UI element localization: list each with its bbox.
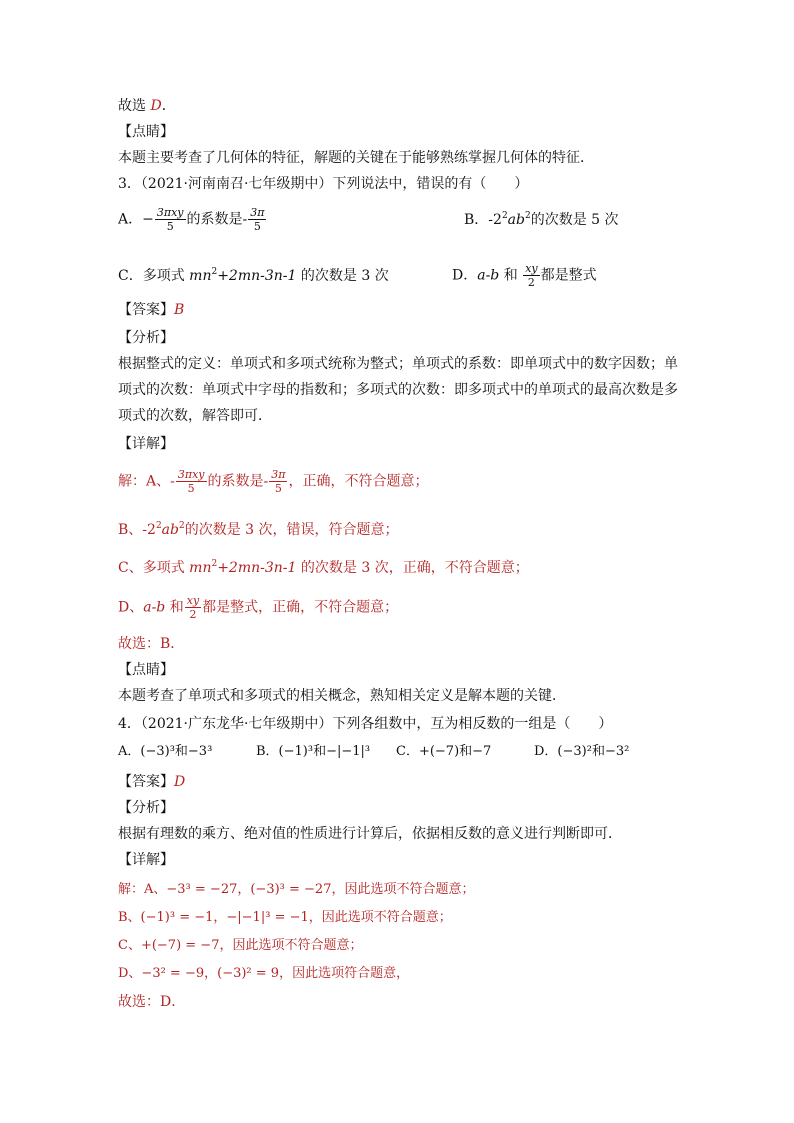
- detail-text: 的系数是-: [207, 473, 269, 490]
- fraction: [176, 468, 207, 495]
- q3-dianjing-text: 本题考查了单项式和多项式的相关概念，熟知相关定义是解本题的关键．: [118, 688, 566, 704]
- expression: mn: [189, 268, 212, 284]
- prev-dianjing-text: 本题主要考查了几何体的特征，解题的关键在于能够熟练掌握几何体的特征．: [118, 150, 594, 166]
- fraction-denominator: 5: [166, 220, 174, 233]
- exponent: 2: [524, 211, 531, 221]
- answer-header: 【答案】: [118, 302, 174, 318]
- q3-detail-a: [118, 468, 428, 495]
- q3-detail-header: 【详解】: [118, 436, 174, 452]
- fraction: [185, 594, 201, 621]
- prev-dianjing-header: 【点睛】: [118, 124, 174, 140]
- option-text: 和: [499, 267, 523, 284]
- fraction: [269, 468, 287, 495]
- fraction-denominator: 5: [187, 482, 195, 495]
- option-label: B．: [464, 212, 489, 228]
- minus-sign: −: [142, 211, 154, 228]
- answer-prefix: 故选: [118, 98, 151, 114]
- q4-choose: 故选：D．: [118, 994, 186, 1010]
- q4-detail-c: C、+(−7) = −7，因此选项不符合题意；: [118, 938, 363, 953]
- exponent: 2: [155, 521, 162, 531]
- q4-answer-line: [118, 772, 185, 792]
- q4-option-b: B．(−1)³和−|−1|³: [256, 744, 371, 759]
- expression: mn: [189, 560, 212, 576]
- fraction-numerator: 3πxy: [177, 468, 205, 481]
- prev-answer-line: [118, 96, 176, 116]
- detail-text: 和: [165, 599, 184, 616]
- expression: +2mn-3n-1: [217, 560, 297, 576]
- q3-detail-b: [118, 516, 399, 540]
- q3-dianjing-header: 【点睛】: [118, 662, 174, 678]
- detail-text: 的次数是 3 次，正确，不符合题意；: [296, 560, 529, 576]
- answer-header: 【答案】: [118, 774, 174, 790]
- answer-letter: D: [174, 774, 186, 790]
- fraction: [248, 206, 266, 233]
- exponent: 2: [178, 521, 185, 531]
- option-text: 的系数是-: [186, 211, 248, 228]
- fraction-denominator: 2: [189, 608, 197, 621]
- q3-analysis-line-2: 项式的次数：单项式中字母的指数和；多项式的次数：即多项式中的单项式的最高次数是多: [118, 382, 678, 398]
- option-text: 都是整式: [540, 267, 597, 284]
- answer-letter: D: [150, 98, 162, 114]
- q4-analysis-header: 【分析】: [118, 800, 174, 816]
- q4-option-d: D．(−3)²和−3²: [534, 744, 630, 759]
- q3-option-a: [118, 206, 267, 233]
- fraction-numerator: 3πxy: [156, 206, 184, 219]
- q3-analysis-line-1: 根据整式的定义：单项式和多项式统称为整式；单项式的系数：即单项式中的数字因数；单: [118, 356, 678, 372]
- q3-analysis-line-3: 项式的次数，解答即可．: [118, 408, 272, 424]
- variable: ab: [161, 522, 179, 538]
- fraction: [155, 206, 186, 233]
- q4-stem: 4．（2021·广东龙华·七年级期中）下列各组数中，互为相反数的一组是（ ）: [118, 716, 613, 732]
- answer-dot: ．: [161, 98, 176, 114]
- q3-option-d: [452, 262, 597, 289]
- option-label: A．: [118, 211, 143, 228]
- exponent: 2: [211, 559, 218, 569]
- q3-detail-d: [118, 594, 398, 621]
- q4-option-a: A．(−3)³和−3³: [118, 744, 213, 759]
- q3-stem: 3．（2021·河南南召·七年级期中）下列说法中，错误的有（ ）: [118, 176, 529, 192]
- detail-text: 的次数是 3 次，错误，符合题意；: [184, 522, 399, 538]
- fraction-numerator: 3π: [250, 206, 265, 219]
- fraction-numerator: 3π: [271, 468, 286, 481]
- q4-detail-d: D、−3² = −9，(−3)² = 9，因此选项符合题意，: [118, 966, 410, 981]
- q3-choose: 故选：B．: [118, 636, 185, 652]
- fraction-numerator: xy: [186, 594, 200, 607]
- detail-text: 都是整式，正确，不符合题意；: [202, 599, 399, 616]
- option-label: D．: [452, 267, 478, 284]
- q3-option-c: [118, 262, 389, 286]
- q3-answer-line: [118, 300, 184, 320]
- q4-analysis-text: 根据有理数的乘方、绝对值的性质进行计算后，依据相反数的意义进行判断即可．: [118, 826, 622, 842]
- fraction: [523, 262, 539, 289]
- answer-letter: B: [174, 302, 185, 318]
- q3-detail-c: [118, 554, 529, 578]
- exponent: 2: [211, 267, 218, 277]
- detail-text: D、: [118, 599, 144, 616]
- expression: +2mn-3n-1: [217, 268, 297, 284]
- detail-text: ，正确，不符合题意；: [288, 473, 429, 490]
- exponent: 2: [501, 211, 508, 221]
- q4-detail-b: B、(−1)³ = −1，−|−1|³ = −1，因此选项不符合题意；: [118, 910, 452, 925]
- fraction-denominator: 2: [527, 276, 535, 289]
- option-text: 的次数是 5 次: [530, 212, 619, 228]
- q4-option-c: C．+(−7)和−7: [396, 744, 492, 759]
- q3-analysis-header: 【分析】: [118, 330, 174, 346]
- fraction-denominator: 5: [253, 220, 261, 233]
- detail-text: B、-2: [118, 522, 156, 538]
- expression: a-b: [143, 599, 166, 616]
- option-text: 的次数是 3 次: [296, 268, 389, 284]
- fraction-denominator: 5: [274, 482, 282, 495]
- q4-detail-a: 解：A、−3³ = −27，(−3)³ = −27，因此选项不符合题意；: [118, 882, 475, 897]
- variable: ab: [507, 212, 525, 228]
- option-label: C．: [118, 268, 143, 284]
- detail-text: C、多项式: [118, 560, 190, 576]
- option-text: -2: [488, 212, 502, 228]
- option-text: 多项式: [142, 268, 190, 284]
- q3-option-b: [464, 206, 619, 230]
- fraction-numerator: xy: [525, 262, 538, 275]
- detail-text: 解：A、-: [118, 473, 175, 490]
- expression: a-b: [477, 267, 500, 284]
- q4-detail-header: 【详解】: [118, 852, 174, 868]
